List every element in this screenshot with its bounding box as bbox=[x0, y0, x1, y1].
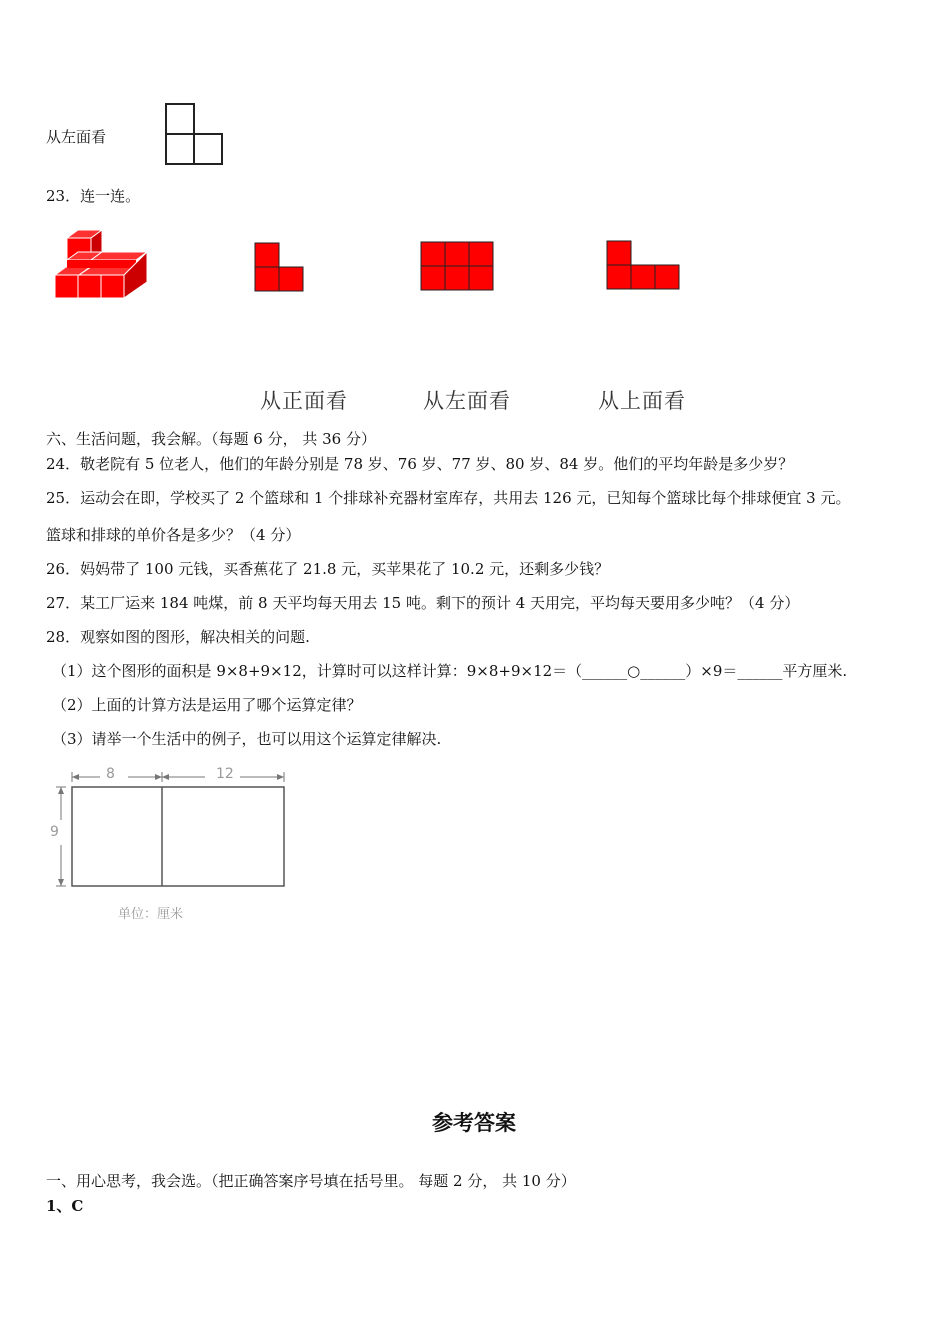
question-26: 26．妈妈带了 100 元钱，买香蕉花了 21.8 元，买苹果花了 10.2 元，还剩多少钱？ bbox=[46, 560, 610, 578]
unit-label: 单位：厘米 bbox=[118, 907, 184, 922]
dimension-height: 9 bbox=[50, 824, 59, 840]
label-left-view: 从左面看 bbox=[423, 389, 511, 413]
question-28-part2: （2）上面的计算方法是运用了哪个运算定律？ bbox=[52, 696, 362, 714]
dimension-width-left: 8 bbox=[106, 766, 115, 782]
question-27: 27．某工厂运来 184 吨煤，前 8 天平均每天用去 15 吨。剩下的预计 4 天用完，平均每天要用多少吨？（4 分） bbox=[46, 594, 800, 612]
question-25-line1: 25．运动会在即，学校买了 2 个篮球和 1 个排球补充器材室库存，共用去 126 元，已知每个篮球比每个排球便宜 3 元。 bbox=[46, 489, 851, 507]
question-28-part3: （3）请举一个生活中的例子，也可以用这个运算定律解决. bbox=[52, 730, 442, 748]
question-23: 23．连一连。 bbox=[46, 187, 141, 205]
answer-1: 1、C bbox=[46, 1197, 84, 1215]
question-25-line2: 篮球和排球的单价各是多少？（4 分） bbox=[46, 526, 301, 544]
answer-title: 参考答案 bbox=[432, 1111, 516, 1135]
question-24: 24．敬老院有 5 位老人，他们的年龄分别是 78 岁、76 岁、77 岁、80 岁、84 岁。他们的平均年龄是多少岁？ bbox=[46, 455, 794, 473]
label-top-view: 从上面看 bbox=[598, 389, 686, 413]
question-28: 28．观察如图的图形，解决相关的问题. bbox=[46, 628, 310, 646]
view-label-left: 从左面看 bbox=[46, 128, 107, 146]
dimension-width-right: 12 bbox=[216, 766, 234, 782]
question-28-part1: （1）这个图形的面积是 9×8+9×12，计算时可以这样计算：9×8+9×12＝（______○______）×9＝______平方厘米. bbox=[52, 662, 848, 680]
section-6-heading: 六、生活问题，我会解。（每题 6 分， 共 36 分） bbox=[46, 430, 376, 448]
label-front-view: 从正面看 bbox=[260, 389, 348, 413]
answer-section-1-heading: 一、用心思考，我会选。（把正确答案序号填在括号里。 每题 2 分， 共 10 分） bbox=[46, 1172, 576, 1190]
